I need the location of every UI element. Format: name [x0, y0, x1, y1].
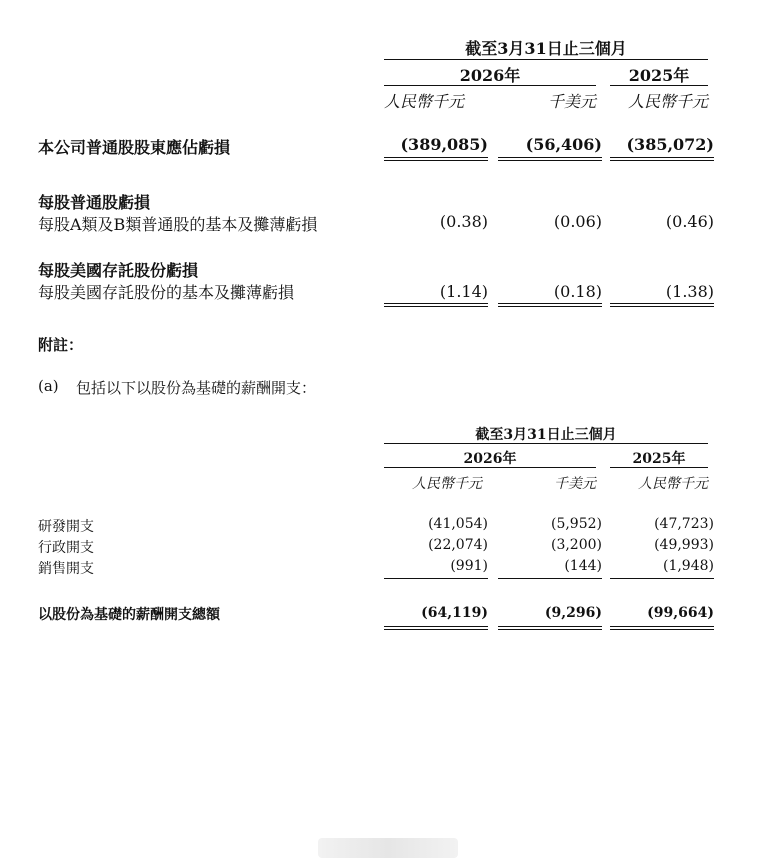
unit-usd-2026: 千美元 [547, 92, 596, 111]
year-2026-header-2: 2026年 [463, 451, 517, 467]
net-loss-double-rule-a [384, 157, 488, 158]
row-sales-label: 銷售開支 [38, 561, 94, 577]
total-label: 以股份為基礎的薪酬開支總額 [38, 607, 220, 623]
net-loss-double-rule-c2 [610, 160, 714, 161]
row-admin-usd-2026: (3,200) [550, 537, 602, 553]
row-sales-rmb-2025: (1,948) [662, 558, 714, 574]
per-share-usd-2026: (0.06) [553, 212, 602, 231]
row-admin-rmb-2025: (49,993) [654, 537, 714, 553]
per-ads-rule-c2 [610, 306, 714, 307]
year-2026-rule [384, 85, 596, 86]
unit-rmb-2025-2: 人民幣千元 [638, 476, 708, 492]
row-admin-label: 行政開支 [38, 540, 94, 556]
sales-rule-c [610, 578, 714, 579]
row-sales-rmb-2026: (991) [450, 558, 488, 574]
year-2025-header-2: 2025年 [632, 451, 686, 467]
net-loss-double-rule-c [610, 157, 714, 158]
row-rnd-label: 研發開支 [38, 519, 94, 535]
per-share-heading: 每股普通股虧損 [38, 193, 151, 212]
net-loss-rmb-2026: (389,085) [400, 135, 488, 154]
per-ads-label: 每股美國存託股份的基本及攤薄虧損 [38, 283, 295, 302]
note-a-text: 包括以下以股份為基礎的薪酬開支： [76, 379, 317, 397]
unit-rmb-2026-2: 人民幣千元 [412, 476, 482, 492]
year-2026-rule-2 [384, 467, 596, 468]
total-rmb-2025: (99,664) [647, 605, 714, 621]
total-rule-c2 [610, 629, 714, 630]
total-rule-b [498, 626, 602, 627]
notes-heading: 附註： [38, 336, 84, 354]
sales-rule-a [384, 578, 488, 579]
row-sales-usd-2026: (144) [564, 558, 602, 574]
sales-rule-b [498, 578, 602, 579]
total-rule-a [384, 626, 488, 627]
row-rnd-usd-2026: (5,952) [550, 516, 602, 532]
unit-rmb-2025: 人民幣千元 [627, 92, 708, 111]
total-rule-b2 [498, 629, 602, 630]
note-a-marker: (a) [38, 377, 59, 395]
per-ads-heading: 每股美國存託股份虧損 [38, 261, 199, 280]
per-ads-usd-2026: (0.18) [553, 282, 602, 301]
header-rule [384, 59, 708, 60]
per-ads-rule-b2 [498, 306, 602, 307]
total-usd-2026: (9,296) [544, 605, 602, 621]
period-header-2: 截至3月31日止三個月 [475, 427, 617, 443]
year-2025-rule [610, 85, 708, 86]
period-header: 截至3月31日止三個月 [465, 39, 627, 58]
per-share-label: 每股A類及B類普通股的基本及攤薄虧損 [38, 215, 318, 234]
per-ads-rule-a2 [384, 306, 488, 307]
total-rmb-2026: (64,119) [421, 605, 488, 621]
total-rule-a2 [384, 629, 488, 630]
total-rule-c [610, 626, 714, 627]
unit-usd-2026-2: 千美元 [554, 476, 596, 492]
net-loss-usd-2026: (56,406) [525, 135, 602, 154]
net-loss-double-rule-b [498, 157, 602, 158]
per-share-rmb-2025: (0.46) [665, 212, 714, 231]
per-ads-rule-a [384, 303, 488, 304]
per-share-rmb-2026: (0.38) [439, 212, 488, 231]
net-loss-label: 本公司普通股股東應佔虧損 [38, 138, 231, 157]
row-admin-rmb-2026: (22,074) [428, 537, 488, 553]
per-ads-rule-c [610, 303, 714, 304]
year-2026-header: 2026年 [459, 66, 521, 85]
unit-rmb-2026: 人民幣千元 [384, 92, 465, 111]
watermark [318, 838, 458, 858]
per-ads-rmb-2026: (1.14) [439, 282, 488, 301]
per-ads-rmb-2025: (1.38) [665, 282, 714, 301]
header-rule-2 [384, 443, 708, 444]
net-loss-rmb-2025: (385,072) [626, 135, 714, 154]
net-loss-double-rule-a2 [384, 160, 488, 161]
year-2025-header: 2025年 [628, 66, 690, 85]
net-loss-double-rule-b2 [498, 160, 602, 161]
per-ads-rule-b [498, 303, 602, 304]
row-rnd-rmb-2025: (47,723) [654, 516, 714, 532]
year-2025-rule-2 [610, 467, 708, 468]
row-rnd-rmb-2026: (41,054) [428, 516, 488, 532]
